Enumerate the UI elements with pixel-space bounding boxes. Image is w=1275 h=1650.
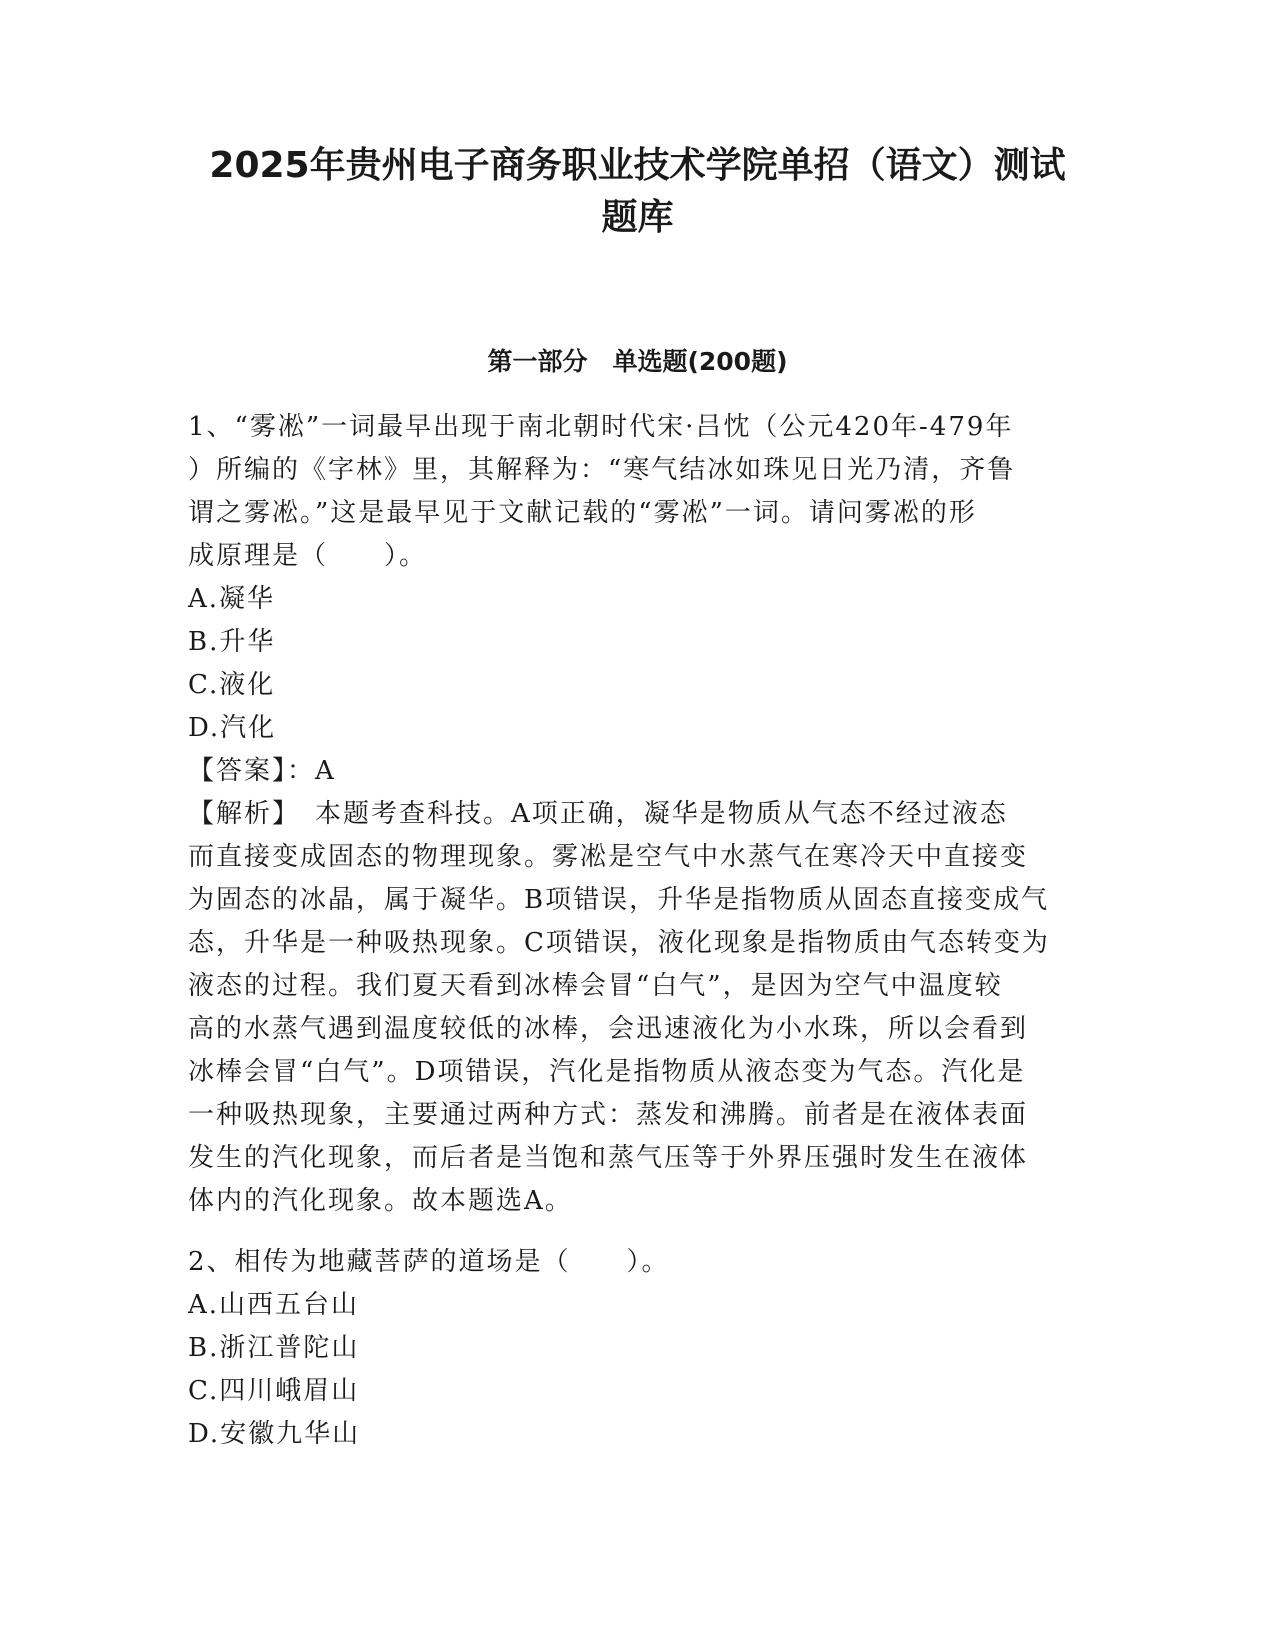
analysis-line: 而直接变成固态的物理现象。雾凇是空气中水蒸气在寒冷天中直接变	[188, 842, 1029, 872]
section-title: 第一部分 单选题(200题)	[487, 347, 788, 376]
option-a: A.山西五台山	[188, 1290, 360, 1320]
option-b: B.浙江普陀山	[188, 1333, 360, 1363]
analysis-line: 为固态的冰晶，属于凝华。B项错误，升华是指物质从固态直接变成气	[188, 885, 1050, 915]
question-2	[188, 1241, 1088, 1456]
option-d: D.汽化	[188, 713, 277, 743]
question-stem-line: 成原理是（ ）。	[188, 541, 428, 571]
document-title	[160, 140, 1115, 244]
analysis-line: 【解析】 本题考查科技。A项正确，凝华是物质从气态不经过液态	[188, 799, 1008, 829]
analysis-line: 高的水蒸气遇到温度较低的冰棒，会迅速液化为小水珠，所以会看到	[188, 1014, 1029, 1044]
analysis-line: 发生的汽化现象，而后者是当饱和蒸气压等于外界压强时发生在液体	[188, 1143, 1029, 1173]
analysis-line: 体内的汽化现象。故本题选A。	[188, 1186, 573, 1216]
question-1	[188, 406, 1088, 1223]
question-list	[188, 406, 1088, 1474]
question-stem-line: ）所编的《字林》里，其解释为：“寒气结冰如珠见日光乃清，齐鲁	[188, 455, 1016, 485]
option-a: A.凝华	[188, 584, 276, 614]
title-line-1: 2025年贵州电子商务职业技术学院单招（语文）测试	[209, 145, 1066, 186]
option-c: C.液化	[188, 670, 276, 700]
question-stem-line: 谓之雾凇。”这是最早见于文献记载的“雾凇”一词。请问雾凇的形	[188, 498, 977, 528]
option-d: D.安徽九华山	[188, 1419, 361, 1449]
option-c: C.四川峨眉山	[188, 1376, 360, 1406]
question-stem-line: 2、相传为地藏菩萨的道场是（ ）。	[188, 1247, 670, 1277]
analysis-line: 一种吸热现象，主要通过两种方式：蒸发和沸腾。前者是在液体表面	[188, 1100, 1029, 1130]
analysis-line: 冰棒会冒“白气”。D项错误，汽化是指物质从液态变为气态。汽化是	[188, 1057, 1026, 1087]
title-line-2: 题库	[601, 197, 674, 238]
analysis-line: 液态的过程。我们夏天看到冰棒会冒“白气”，是因为空气中温度较	[188, 971, 1003, 1001]
option-b: B.升华	[188, 627, 276, 657]
analysis-line: 态，升华是一种吸热现象。C项错误，液化现象是指物质由气态转变为	[188, 928, 1050, 958]
answer-line: 【答案】：A	[188, 756, 336, 786]
question-stem-line: 1、“雾凇”一词最早出现于南北朝时代宋·吕忱（公元420年-479年	[188, 412, 1014, 442]
